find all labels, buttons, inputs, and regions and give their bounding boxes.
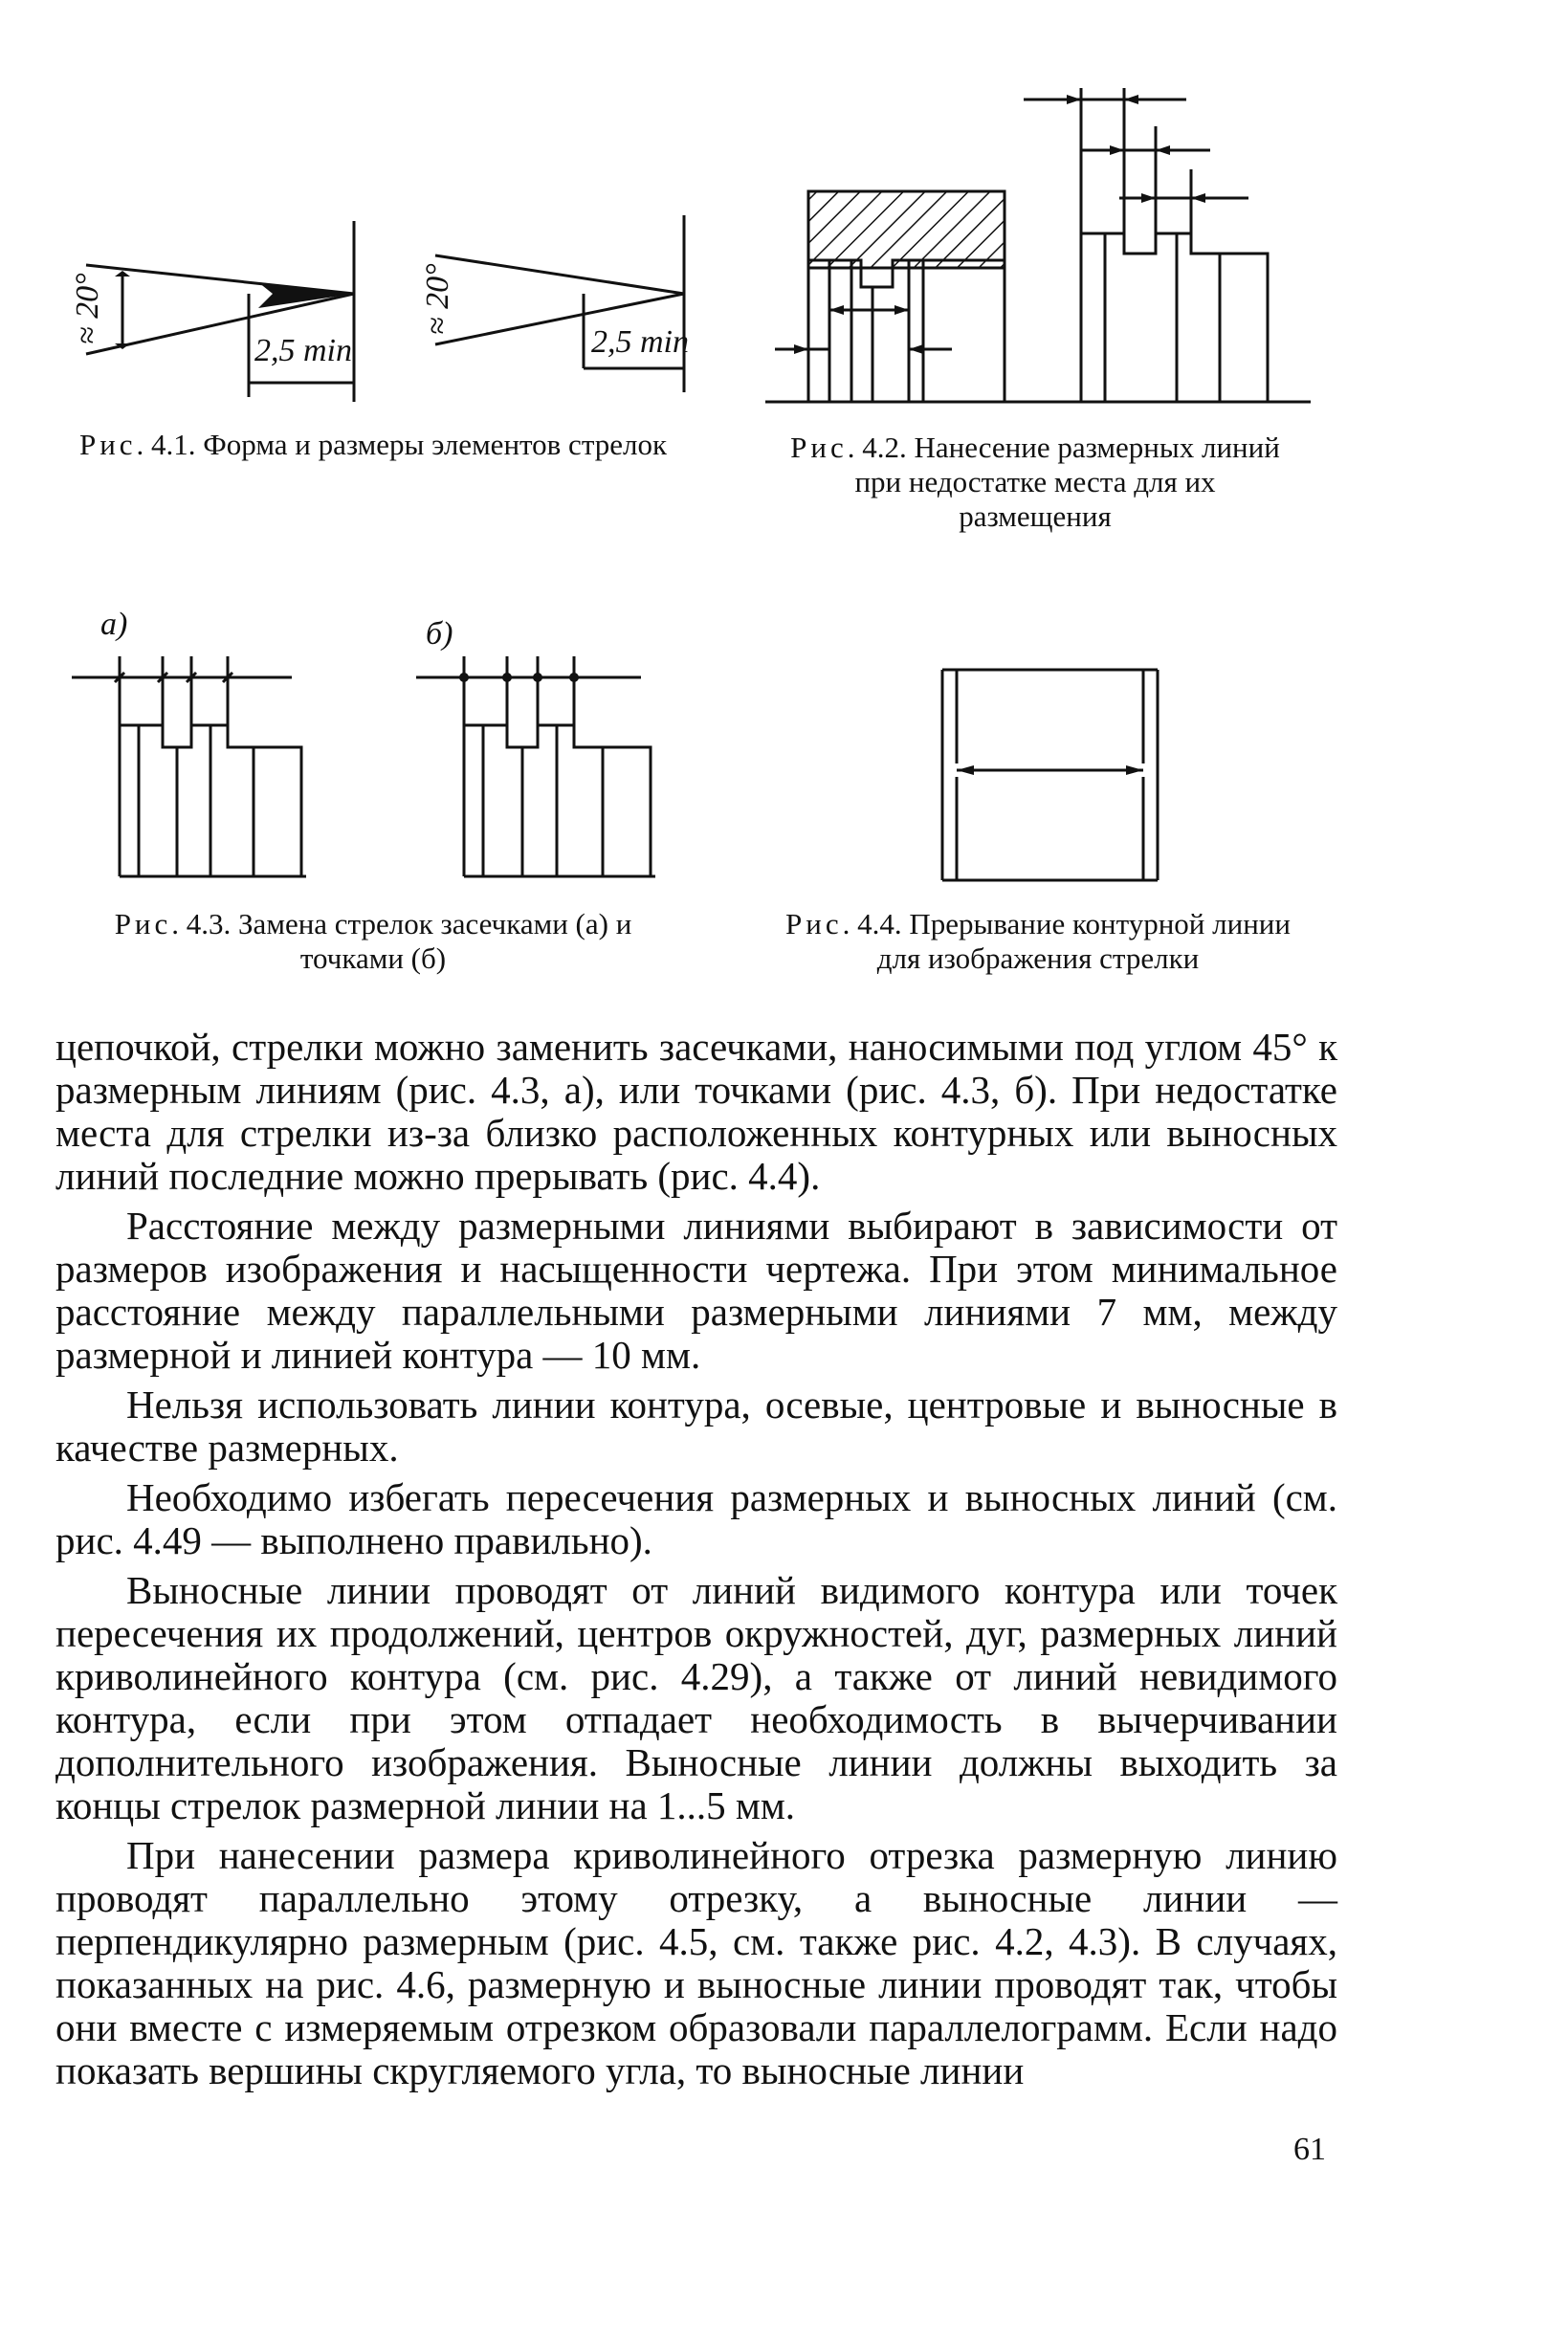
paragraph: Выносные линии проводят от линий видимого контура или точек пересечения их продолжений, центров окружностей, дуг, размерных линий криволинейного контура (см. рис. 4.29), а также от линий невидимого контура, если при этом отпадает необходимость в вычерчивании дополнительного изображения. Выносные линии должны выходить за концы стрелок размерной линии на 1...5 мм. bbox=[55, 1568, 1337, 1827]
caption-prefix: Рис bbox=[790, 431, 848, 464]
figure-4-4 bbox=[928, 660, 1177, 890]
dim-label-1: 2,5 min bbox=[254, 333, 352, 368]
figure-4-4-caption bbox=[761, 907, 1315, 976]
caption-text: . 4.3. Замена стрелок засечками (а) и точками (б) bbox=[171, 907, 632, 975]
caption-text: . 4.1. Форма и размеры элементов стрелок bbox=[136, 428, 668, 461]
paragraph: цепочкой, стрелки можно заменить засечками, наносимыми под углом 45° к размерным линиям (рис. 4.3, а), или точками (рис. 4.3, б). При недостатке места для стрелки из-за близко расположенных контурных или выносных линий последние можно прерывать (рис. 4.4). bbox=[55, 1025, 1337, 1198]
figure-4-3-b-drawing bbox=[411, 591, 698, 878]
figure-4-3-caption bbox=[67, 907, 679, 976]
caption-text: . 4.4. Прерывание контурной линии для изображения стрелки bbox=[842, 907, 1291, 975]
page-number: 61 bbox=[1293, 2132, 1326, 2167]
figure-4-1-drawing bbox=[70, 215, 708, 407]
angle-label-1: ≈ 20° bbox=[70, 273, 105, 344]
label-a: а) bbox=[100, 607, 128, 642]
dim-label-2: 2,5 min bbox=[591, 324, 689, 360]
figure-4-3-b bbox=[411, 591, 698, 878]
caption-text: . 4.2. Нанесение размерных линий при недостатке места для их размещения bbox=[847, 431, 1280, 533]
paragraph: Нельзя использовать линии контура, осевые, центровые и выносные в качестве размерных. bbox=[55, 1383, 1337, 1470]
paragraph: При нанесении размера криволинейного отрезка размерную линию проводят параллельно этому отрезку, а выносные линии — перпендикулярно размерным (рис. 4.5, см. также рис. 4.2, 4.3). В случаях, показанных на рис. 4.6, размерную и выносные линии проводят так, чтобы они вместе с измеряемым отрезком образовали параллелограмм. Если надо показать вершины скругляемого угла, то выносные линии bbox=[55, 1833, 1337, 2092]
caption-prefix: Рис bbox=[785, 907, 843, 940]
paragraph: Необходимо избегать пересечения размерных и выносных линий (см. рис. 4.49 — выполнено правильно). bbox=[55, 1475, 1337, 1562]
paragraph: Расстояние между размерными линиями выбирают в зависимости от размеров изображения и насыщенности чертежа. При этом минимальное расстояние между параллельными размерными линиями 7 мм, между размерной и линией контура — 10 мм. bbox=[55, 1204, 1337, 1377]
figure-4-1-caption bbox=[67, 428, 679, 462]
figure-4-1 bbox=[70, 215, 708, 407]
angle-label-2: ≈ 20° bbox=[420, 263, 455, 335]
figure-4-2 bbox=[756, 78, 1320, 409]
figure-4-2-drawing bbox=[756, 78, 1320, 409]
body-text bbox=[55, 1026, 1337, 2099]
figure-4-4-drawing bbox=[928, 660, 1177, 890]
label-b: б) bbox=[426, 616, 453, 652]
caption-prefix: Рис bbox=[78, 428, 137, 461]
caption-prefix: Рис bbox=[114, 907, 172, 940]
figure-4-2-caption bbox=[777, 431, 1293, 534]
